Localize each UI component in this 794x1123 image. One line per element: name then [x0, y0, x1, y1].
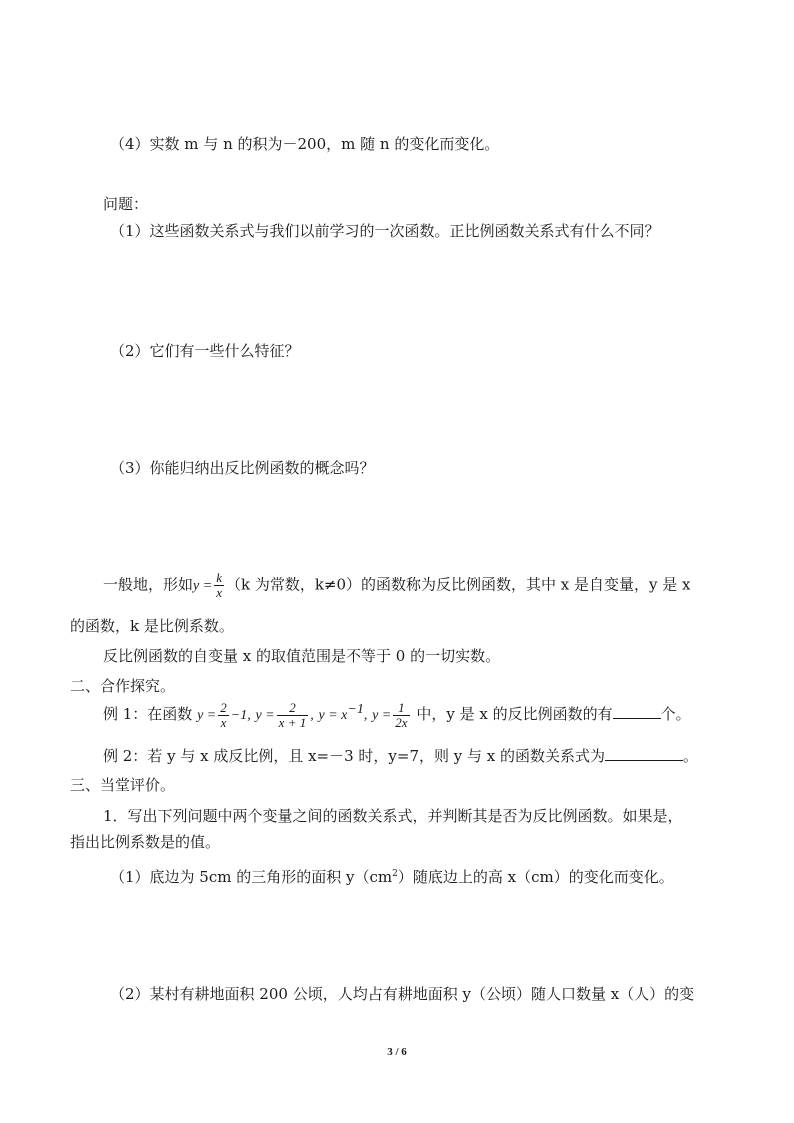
- ex1-f3-tail: ,: [363, 708, 368, 723]
- ex1-f1-denominator: x: [220, 714, 227, 730]
- definition-formula-lhs: y =: [193, 578, 213, 594]
- definition-prefix: 一般地，形如: [103, 575, 194, 594]
- example-2: [103, 746, 698, 766]
- definition-fraction: [214, 571, 224, 600]
- ex1-f3: y = x: [318, 708, 348, 723]
- sub-question-1-superscript: 2: [392, 869, 398, 879]
- question-heading: 问题：: [103, 195, 149, 213]
- section-3-heading: 三、当堂评价。: [70, 776, 176, 794]
- ex1-f4-numerator: 1: [393, 701, 409, 716]
- example-2-end: 。: [683, 747, 699, 765]
- definition-fraction-denominator: x: [216, 585, 222, 600]
- item-4-statement: （4）实数 m 与 n 的积为－200，m 随 n 的变化而变化。: [110, 135, 500, 153]
- ex1-f1-lhs: y =: [197, 708, 217, 723]
- ex1-f4-fraction: [393, 701, 409, 730]
- ex1-f3-exponent: −1: [347, 702, 364, 717]
- sub-question-1-pre: （1）底边为 5cm 的三角形的面积 y（cm: [110, 868, 393, 886]
- definition-line-2: 的函数，k 是比例系数。: [70, 617, 234, 635]
- domain-note: 反比例函数的自变量 x 的取值范围是不等于 0 的一切实数。: [103, 647, 501, 665]
- section-2-heading: 二、合作探究。: [70, 677, 176, 695]
- example-1-answer-blank[interactable]: [613, 704, 661, 719]
- sub-question-1-post: ）随底边上的高 x（cm）的变化而变化。: [397, 868, 674, 886]
- example-1: [103, 700, 691, 730]
- definition-suffix: （k 为常数，k≠0）的函数称为反比例函数，其中 x 是自变量，y 是 x: [225, 575, 691, 594]
- ex1-f1-fraction: [218, 701, 229, 730]
- ex1-f4-denominator: 2x: [395, 714, 408, 730]
- definition-fraction-numerator: k: [216, 570, 222, 585]
- page-number: 3 / 6: [387, 1046, 407, 1058]
- example-2-answer-blank[interactable]: [605, 746, 683, 761]
- question-1: （1）这些函数关系式与我们以前学习的一次函数。正比例函数关系式有什么不同？: [110, 222, 660, 240]
- ex1-f2-tail: ,: [310, 708, 314, 723]
- ex1-f2-fraction: [277, 701, 309, 730]
- question-3: （3）你能归纳出反比例函数的概念吗？: [110, 459, 375, 477]
- ex1-f4-lhs: y =: [372, 708, 392, 723]
- example-2-text: 例 2：若 y 与 x 成反比例，且 x=－3 时，y=7，则 y 与 x 的函数关系式为: [103, 747, 606, 765]
- sub-question-1: [110, 864, 674, 887]
- example-1-suffix: 中，y 是 x 的反比例函数的有: [416, 705, 613, 723]
- example-1-end: 个。: [660, 705, 691, 723]
- question-2: （2）它们有一些什么特征？: [110, 342, 300, 360]
- ex1-f1-tail: −1,: [230, 708, 251, 723]
- example-1-prefix: 例 1：在函数: [103, 705, 193, 723]
- task-1-line-2: 指出比例系数是的值。: [70, 833, 221, 851]
- sub-question-2: （2）某村有耕地面积 200 公顷，人均占有耕地面积 y（公顷）随人口数量 x（人）的变: [110, 985, 695, 1003]
- definition-line-1: [103, 571, 691, 600]
- ex1-f2-numerator: 2: [277, 701, 309, 716]
- ex1-f1-numerator: 2: [220, 699, 227, 715]
- ex1-f2-denominator: x + 1: [278, 714, 307, 730]
- task-1-line-1: 1．写出下列问题中两个变量之间的函数关系式，并判断其是否为反比例函数。如果是，: [103, 807, 683, 825]
- ex1-f2-lhs: y =: [255, 708, 275, 723]
